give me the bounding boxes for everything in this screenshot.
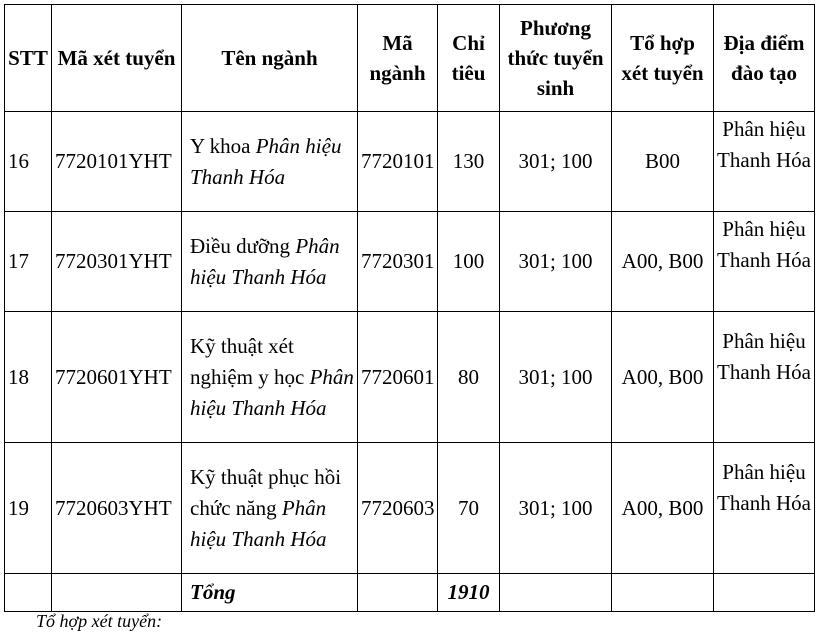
cell-ma-xet-tuyen: 7720603YHT	[52, 443, 182, 574]
cell-stt: 18	[5, 312, 52, 443]
cell-chi-tieu: 100	[438, 212, 500, 312]
table-row	[5, 312, 815, 443]
cell-phuong-thuc: 301; 100	[500, 212, 612, 312]
table-row	[5, 212, 815, 312]
footnote: Tổ hợp xét tuyển:	[36, 611, 163, 631]
header-ma-xet-tuyen: Mã xét tuyển	[52, 5, 182, 112]
major-name: Y khoa	[190, 133, 251, 158]
cell-stt: 19	[5, 443, 52, 574]
cell-chi-tieu: 70	[438, 443, 500, 574]
cell-ma-nganh: 7720101	[358, 112, 438, 212]
header-dia-diem: Địa điểm đào tạo	[714, 5, 815, 112]
cell-ma-xet-tuyen: 7720601YHT	[52, 312, 182, 443]
major-campus-note: Phân hiệu Thanh Hóa	[190, 495, 327, 551]
total-label: Tổng	[182, 574, 358, 612]
cell-to-hop: A00, B00	[612, 312, 714, 443]
cell-ma-xet-tuyen: 7720101YHT	[52, 112, 182, 212]
table-row	[5, 112, 815, 212]
cell-dia-diem: Phân hiệu Thanh Hóa	[714, 312, 815, 443]
cell-empty	[612, 574, 714, 612]
header-ma-nganh: Mã ngành	[358, 5, 438, 112]
cell-empty	[358, 574, 438, 612]
cell-ma-xet-tuyen: 7720301YHT	[52, 212, 182, 312]
admissions-table	[4, 4, 815, 612]
cell-empty	[500, 574, 612, 612]
cell-ten-nganh	[182, 312, 358, 443]
header-phuong-thuc: Phương thức tuyển sinh	[500, 5, 612, 112]
cell-ma-nganh: 7720603	[358, 443, 438, 574]
cell-phuong-thuc: 301; 100	[500, 112, 612, 212]
major-name: Kỹ thuật phục hồi chức năng	[190, 464, 342, 520]
cell-to-hop: A00, B00	[612, 212, 714, 312]
cell-chi-tieu: 80	[438, 312, 500, 443]
cell-to-hop: A00, B00	[612, 443, 714, 574]
cell-empty	[5, 574, 52, 612]
cell-dia-diem: Phân hiệu Thanh Hóa	[714, 443, 815, 574]
cell-ten-nganh	[182, 212, 358, 312]
table-row	[5, 443, 815, 574]
header-stt: STT	[5, 5, 52, 112]
cell-stt: 16	[5, 112, 52, 212]
major-name: Kỹ thuật xét nghiệm y học	[190, 333, 305, 389]
total-row	[5, 574, 815, 612]
cell-dia-diem: Phân hiệu Thanh Hóa	[714, 212, 815, 312]
header-ten-nganh: Tên ngành	[182, 5, 358, 112]
cell-stt: 17	[5, 212, 52, 312]
cell-empty	[714, 574, 815, 612]
major-campus-note: Phân hiệu Thanh Hóa	[190, 133, 342, 189]
major-name: Điều dưỡng	[190, 233, 291, 258]
cell-dia-diem: Phân hiệu Thanh Hóa	[714, 112, 815, 212]
major-campus-note: Phân hiệu Thanh Hóa	[190, 233, 340, 289]
cell-ma-nganh: 7720301	[358, 212, 438, 312]
cell-ten-nganh	[182, 443, 358, 574]
header-row	[5, 5, 815, 112]
total-value: 1910	[438, 574, 500, 612]
header-to-hop: Tổ hợp xét tuyển	[612, 5, 714, 112]
cell-chi-tieu: 130	[438, 112, 500, 212]
cell-phuong-thuc: 301; 100	[500, 312, 612, 443]
major-campus-note: Phân hiệu Thanh Hóa	[190, 364, 354, 420]
cell-ma-nganh: 7720601	[358, 312, 438, 443]
cell-to-hop: B00	[612, 112, 714, 212]
header-chi-tieu: Chỉ tiêu	[438, 5, 500, 112]
cell-empty	[52, 574, 182, 612]
cell-phuong-thuc: 301; 100	[500, 443, 612, 574]
cell-ten-nganh	[182, 112, 358, 212]
